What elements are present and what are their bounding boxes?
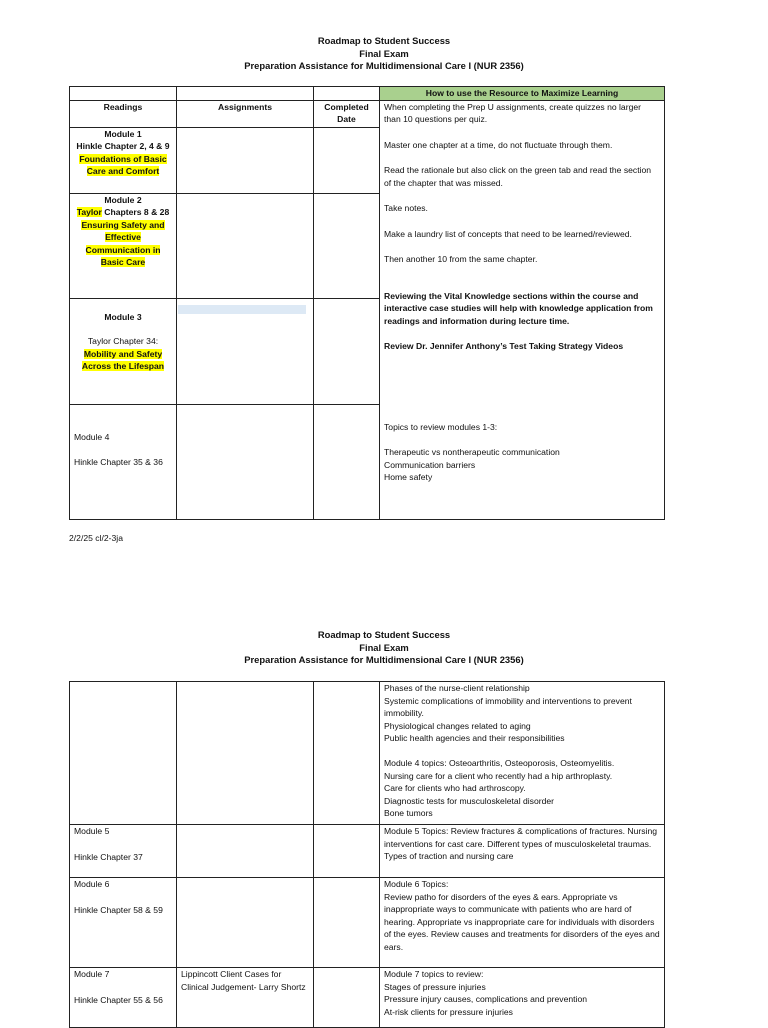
module1-topic: Foundations of Basic Care and Comfort — [79, 153, 167, 176]
page2-header — [0, 629, 768, 667]
module2-chapters: Chapters 8 & 28 — [101, 207, 170, 217]
module2-topic: Ensuring Safety and Effective Communication in Basic Care — [81, 219, 165, 267]
roadmap-table-2 — [69, 681, 665, 1028]
module5-completed — [314, 825, 380, 878]
module2-readings — [70, 193, 177, 298]
module5-topics: Module 5 Topics: Review fractures & complications of fractures. Nursing interventions for cast care. Different types of musculoskeletal traumas. — [384, 826, 658, 849]
blank-cell — [70, 87, 177, 101]
topic-item: Communication barriers — [384, 459, 476, 470]
continued-topics — [384, 682, 660, 745]
blank-cell — [314, 87, 380, 101]
module7-title: Module 7 — [74, 969, 110, 979]
guidance-p3: Read the rationale but also click on the green tab and read the section of the chapter that was missed. — [384, 165, 652, 188]
module2-completed — [314, 193, 380, 298]
doc-course: Preparation Assistance for Multidimensional Care I (NUR 2356) — [244, 654, 524, 665]
module7-completed — [314, 968, 380, 1028]
module4-title: Module 4 — [74, 431, 110, 442]
module2-assignments — [177, 193, 314, 298]
module6-chapters: Hinkle Chapter 58 & 59 — [74, 904, 163, 915]
topic-item: Public health agencies and their responsibilities — [384, 733, 565, 743]
module5-assignments — [177, 825, 314, 878]
module7-readings — [70, 968, 177, 1028]
topic-item: Phases of the nurse-client relationship — [384, 683, 530, 693]
module6-title: Module 6 — [74, 879, 110, 889]
module5-topics-cell — [380, 825, 665, 878]
module6-topics: Review patho for disorders of the eyes & ears. Appropriate vs inappropriate ways to communicate with patients who are hard of hearing. Appropriate vs inappropriate care for individuals with disorders of the eyes. Review causes and treatments for disorders of the eyes and ears. — [384, 891, 660, 952]
module1-readings — [70, 127, 177, 193]
topic-item: Stages of pressure injuries — [384, 981, 486, 992]
module3-topic: Mobility and Safety Across the Lifespan — [81, 348, 165, 371]
module5-readings — [70, 825, 177, 878]
guidance-p2: Master one chapter at a time, do not fluctuate through them. — [384, 139, 613, 150]
module2-title: Module 2 — [104, 194, 142, 205]
resource-banner: How to use the Resource to Maximize Learning — [380, 87, 665, 101]
module3-title: Module 3 — [104, 311, 142, 322]
guidance-p4: Take notes. — [384, 203, 428, 213]
doc-subtitle: Final Exam — [359, 641, 409, 653]
blank-cell — [70, 682, 177, 825]
continued-topics-cell — [380, 682, 665, 825]
module3-assignments — [177, 298, 314, 404]
guidance-p8: Review Dr. Jennifer Anthony’s Test Taking Strategy Videos — [384, 341, 624, 351]
module4-readings — [70, 404, 177, 519]
topic-item: Module 7 topics to review: — [384, 969, 484, 979]
module1-title: Module 1 — [104, 128, 142, 139]
page1-header — [0, 35, 768, 73]
module3-readings — [70, 298, 177, 404]
doc-title: Roadmap to Student Success — [317, 629, 451, 640]
module1-completed — [314, 127, 380, 193]
module5-chapters: Hinkle Chapter 37 — [74, 851, 143, 862]
module3-chapters: Taylor Chapter 34: — [87, 336, 159, 346]
input-highlight-bar — [178, 305, 306, 314]
module7-topics-cell — [380, 968, 665, 1028]
module6-completed — [314, 878, 380, 968]
assignments-header: Assignments — [177, 100, 314, 127]
doc-subtitle: Final Exam — [359, 47, 409, 59]
module1-assignments — [177, 127, 314, 193]
topic-item: At-risk clients for pressure injuries — [384, 1006, 513, 1017]
topic-item: Care for clients who had arthroscopy. — [384, 783, 526, 793]
module5-title: Module 5 — [74, 826, 110, 836]
module6-readings — [70, 878, 177, 968]
completed-date-header: Completed Date — [314, 100, 380, 127]
module7-assignments: Lippincott Client Cases for Clinical Judgement- Larry Shortz — [177, 968, 314, 1028]
module4-topics — [384, 757, 660, 820]
topic-item: Nursing care for a client who recently had a hip arthroplasty. — [384, 770, 613, 781]
module3-completed — [314, 298, 380, 404]
guidance-p9: Topics to review modules 1-3: — [384, 421, 498, 432]
blank-cell — [314, 682, 380, 825]
topic-item: Module 4 topics: Osteoarthritis, Osteoporosis, Osteomyelitis. — [384, 758, 615, 768]
doc-course: Preparation Assistance for Multidimensional Care I (NUR 2356) — [244, 60, 524, 71]
topic-item: Pressure injury causes, complications and prevention — [384, 994, 588, 1004]
module4-completed — [314, 404, 380, 519]
module2-author: Taylor — [76, 207, 102, 217]
guidance-p7: Reviewing the Vital Knowledge sections within the course and interactive case studies will help with knowledge application from readings and information during lecture time. — [384, 290, 653, 326]
module6-topics-head: Module 6 Topics: — [384, 879, 449, 889]
topic-item: Bone tumors — [384, 808, 433, 818]
guidance-cell — [380, 100, 665, 519]
guidance-p5: Make a laundry list of concepts that need to be learned/reviewed. — [384, 228, 632, 239]
module6-topics-cell — [380, 878, 665, 968]
module5-topics2: Types of traction and nursing care — [384, 851, 514, 861]
module6-assignments — [177, 878, 314, 968]
doc-title: Roadmap to Student Success — [317, 35, 451, 46]
blank-cell — [177, 87, 314, 101]
roadmap-table-1 — [69, 86, 665, 520]
revision-footnote: 2/2/25 cl/2-3ja — [69, 533, 123, 543]
guidance-p6: Then another 10 from the same chapter. — [384, 254, 538, 264]
guidance-topics — [384, 446, 660, 484]
guidance-p1: When completing the Prep U assignments, create quizzes no larger than 10 questions per quiz. — [384, 101, 641, 124]
topic-item: Home safety — [384, 472, 433, 482]
module4-chapters: Hinkle Chapter 35 & 36 — [74, 457, 163, 467]
module7-chapters: Hinkle Chapter 55 & 56 — [74, 994, 163, 1005]
module7-topics — [384, 968, 660, 1018]
topic-item: Diagnostic tests for musculoskeletal disorder — [384, 795, 555, 806]
topic-item: Therapeutic vs nontherapeutic communication — [384, 447, 560, 457]
blank-cell — [177, 682, 314, 825]
topic-item: Systemic complications of immobility and interventions to prevent immobility. — [384, 695, 632, 718]
topic-item: Physiological changes related to aging — [384, 720, 531, 731]
readings-header: Readings — [70, 100, 177, 127]
module4-assignments — [177, 404, 314, 519]
module1-chapters: Hinkle Chapter 2, 4 & 9 — [76, 141, 170, 151]
